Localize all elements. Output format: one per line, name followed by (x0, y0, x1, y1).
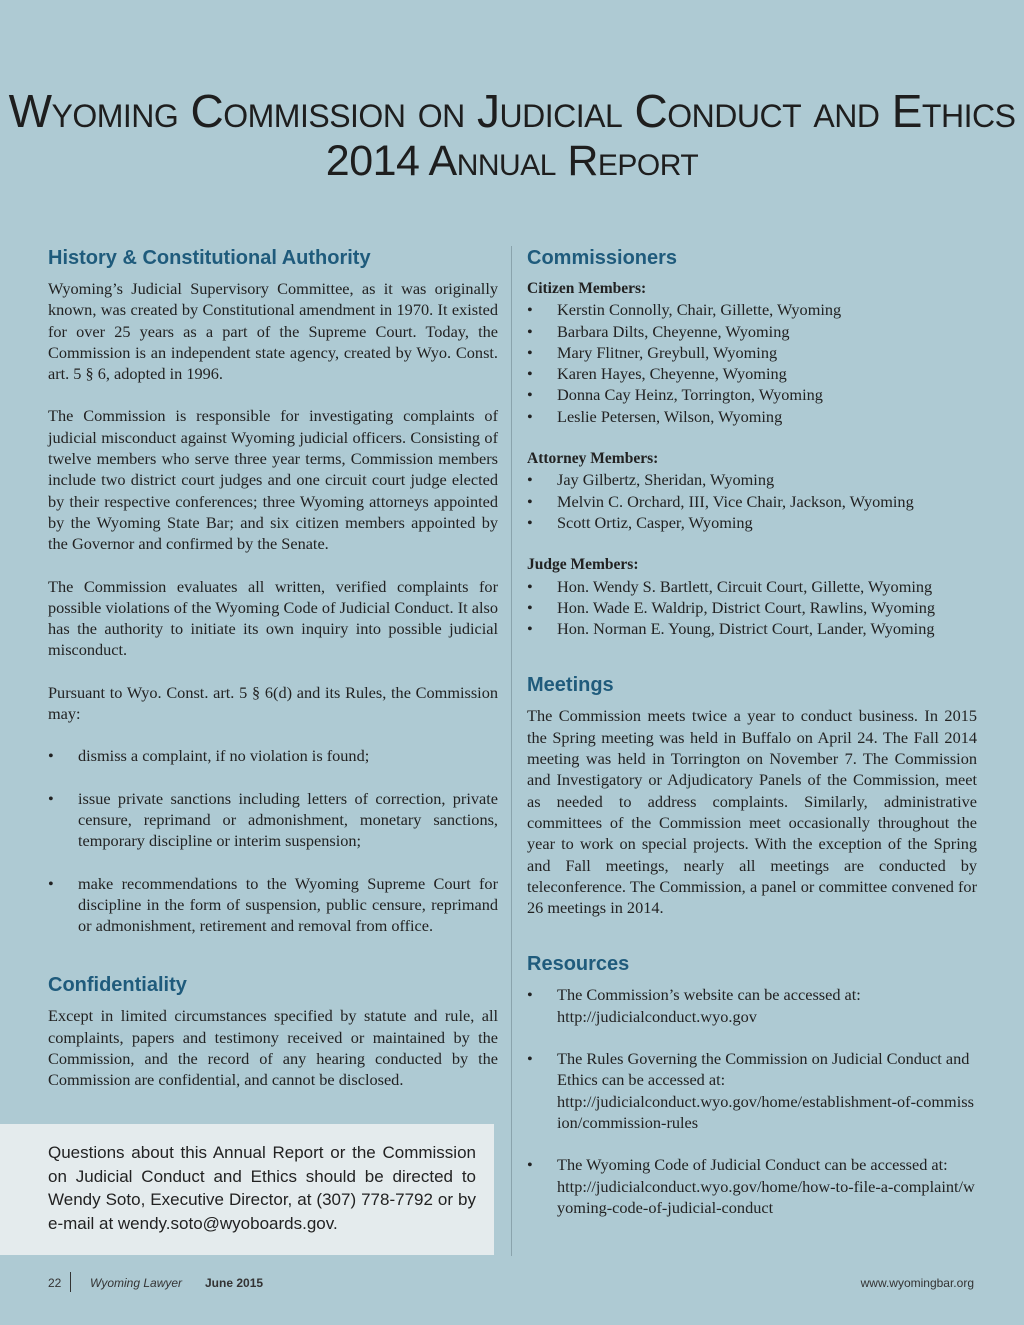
website-link[interactable]: www.wyomingbar.org (860, 1276, 974, 1290)
attorney-members-list (527, 469, 977, 533)
title-line-2: 2014 Annual Report (325, 137, 699, 185)
list-item: • Leslie Petersen, Wilson, Wyoming (527, 406, 783, 426)
list-item: • Kerstin Connolly, Chair, Gillette, Wyoming (527, 300, 842, 320)
report-title (0, 86, 1024, 186)
list-item: • issue private sanctions including letters of correction, private censure, reprimand or admonishment, monetary sanctions, temporary discipline or interim suspension; (48, 788, 498, 851)
history-paragraph-3: The Commission evaluates all written, verified complaints for possible violations of the Wyoming Code of Judicial Conduct. It also has the authority to initiate its own inquiry into possible judicial misconduct. (48, 576, 498, 660)
resource-link[interactable]: http://judicialconduct.wyo.gov/home/how-to-file-a-complaint/wyoming-code-of-judicial-conduct (557, 1176, 975, 1217)
list-item: • Jay Gilbertz, Sheridan, Wyoming (527, 470, 775, 490)
judge-members-list (527, 576, 977, 640)
list-item: • Hon. Wade E. Waldrip, District Court, Rawlins, Wyoming (527, 597, 936, 617)
judge-members-label: Judge Members: (527, 556, 639, 574)
resource-link[interactable]: http://judicialconduct.wyo.gov (557, 1006, 757, 1026)
contact-text: Questions about this Annual Report or the Commission on Judicial Conduct and Ethics should be directed to Wendy Soto, Executive Director, at (307) 778-7792 or by e-mail at wendy.soto@wyoboards.gov. (48, 1143, 476, 1233)
history-heading: History & Constitutional Authority (48, 247, 371, 269)
history-paragraph-4: Pursuant to Wyo. Const. art. 5 § 6(d) and its Rules, the Commission may: (48, 682, 498, 724)
contact-box (0, 1124, 494, 1255)
citizen-members-list (527, 299, 977, 427)
page-number: 22 (48, 1276, 62, 1290)
history-paragraph-1: Wyoming’s Judicial Supervisory Committee, as it was originally known, was created by Constitutional amendment in 1970. It existed for over 25 years as a part of the Supreme Court. Today, the Commission is an independent state agency, created by Wyo. Const. art. 5 § 6, adopted in 1996. (48, 279, 498, 384)
attorney-members-label: Attorney Members: (527, 450, 659, 468)
list-item: • Melvin C. Orchard, III, Vice Chair, Jackson, Wyoming (527, 491, 914, 511)
left-column (48, 244, 498, 1091)
list-item: • The Commission’s website can be accessed at: http://judicialconduct.wyo.gov (527, 985, 861, 1026)
confidentiality-text: Except in limited circumstances specified by statute and rule, all complaints, papers and testimony received or maintained by the Commission, and the record of any hearing conducted by the Commission are confidential, and cannot be disclosed. (48, 1006, 498, 1090)
list-item: • Scott Ortiz, Casper, Wyoming (527, 512, 753, 532)
list-item: • Hon. Wendy S. Bartlett, Circuit Court, Gillette, Wyoming (527, 576, 933, 596)
list-item: • Karen Hayes, Cheyenne, Wyoming (527, 364, 787, 384)
meetings-heading: Meetings (527, 674, 614, 697)
list-item: • The Wyoming Code of Judicial Conduct can be accessed at: http://judicialconduct.wyo.gov/home/how-to-file-a-complaint/wyoming-code-of-judicial-conduct (527, 1155, 975, 1217)
magazine-name: Wyoming Lawyer (90, 1276, 183, 1290)
right-column (527, 244, 977, 1239)
list-item: • Barbara Dilts, Cheyenne, Wyoming (527, 321, 790, 341)
commission-powers-list (48, 745, 498, 936)
resource-link[interactable]: http://judicialconduct.wyo.gov/home/establishment-of-commission/commission-rules (557, 1091, 974, 1132)
page-footer (48, 1274, 974, 1292)
title-line-1: Wyoming Commission on Judicial Conduct and Ethics (8, 85, 1016, 137)
list-item: • make recommendations to the Wyoming Supreme Court for discipline in the form of suspension, public censure, reprimand or admonishment, retirement and removal from office. (48, 873, 498, 936)
resources-list (527, 984, 977, 1218)
column-divider (511, 246, 512, 1256)
resources-heading: Resources (527, 953, 630, 976)
issue-date: June 2015 (205, 1276, 264, 1290)
meetings-text: The Commission meets twice a year to conduct business. In 2015 the Spring meeting was held in Buffalo on April 24. The Fall 2014 meeting was held in Torrington on November 7. The Commission and Investigatory or Adjudicatory Panels of the Commission, meet as needed to address complaints. Similarly, administrative committees of the Commission meet occasionally throughout the year to work on special projects. With the exception of the Spring and Fall meetings, nearly all meetings are conducted by teleconference. The Commission, a panel or committee convened for 26 meetings in 2014. (527, 706, 977, 918)
list-item: • dismiss a complaint, if no violation is found; (48, 746, 370, 766)
list-item: • Hon. Norman E. Young, District Court, Lander, Wyoming (527, 619, 935, 639)
commissioners-heading: Commissioners (527, 247, 678, 269)
confidentiality-heading: Confidentiality (48, 974, 187, 997)
list-item: • The Rules Governing the Commission on Judicial Conduct and Ethics can be accessed at: http://judicialconduct.wyo.gov/home/establishment-of-commission/commission-rules (527, 1049, 974, 1132)
list-item: • Donna Cay Heinz, Torrington, Wyoming (527, 385, 823, 405)
history-paragraph-2: The Commission is responsible for investigating complaints of judicial misconduct against Wyoming judicial officers. Consisting of twelve members who serve three year terms, Commission members include two district court judges and one circuit court judge elected by their respective conferences; three Wyoming attorneys appointed by the Wyoming State Bar; and six citizen members appointed by the Governor and confirmed by the Senate. (48, 406, 498, 554)
list-item: • Mary Flitner, Greybull, Wyoming (527, 342, 778, 362)
footer-divider (70, 1272, 71, 1292)
citizen-members-label: Citizen Members: (527, 280, 647, 297)
